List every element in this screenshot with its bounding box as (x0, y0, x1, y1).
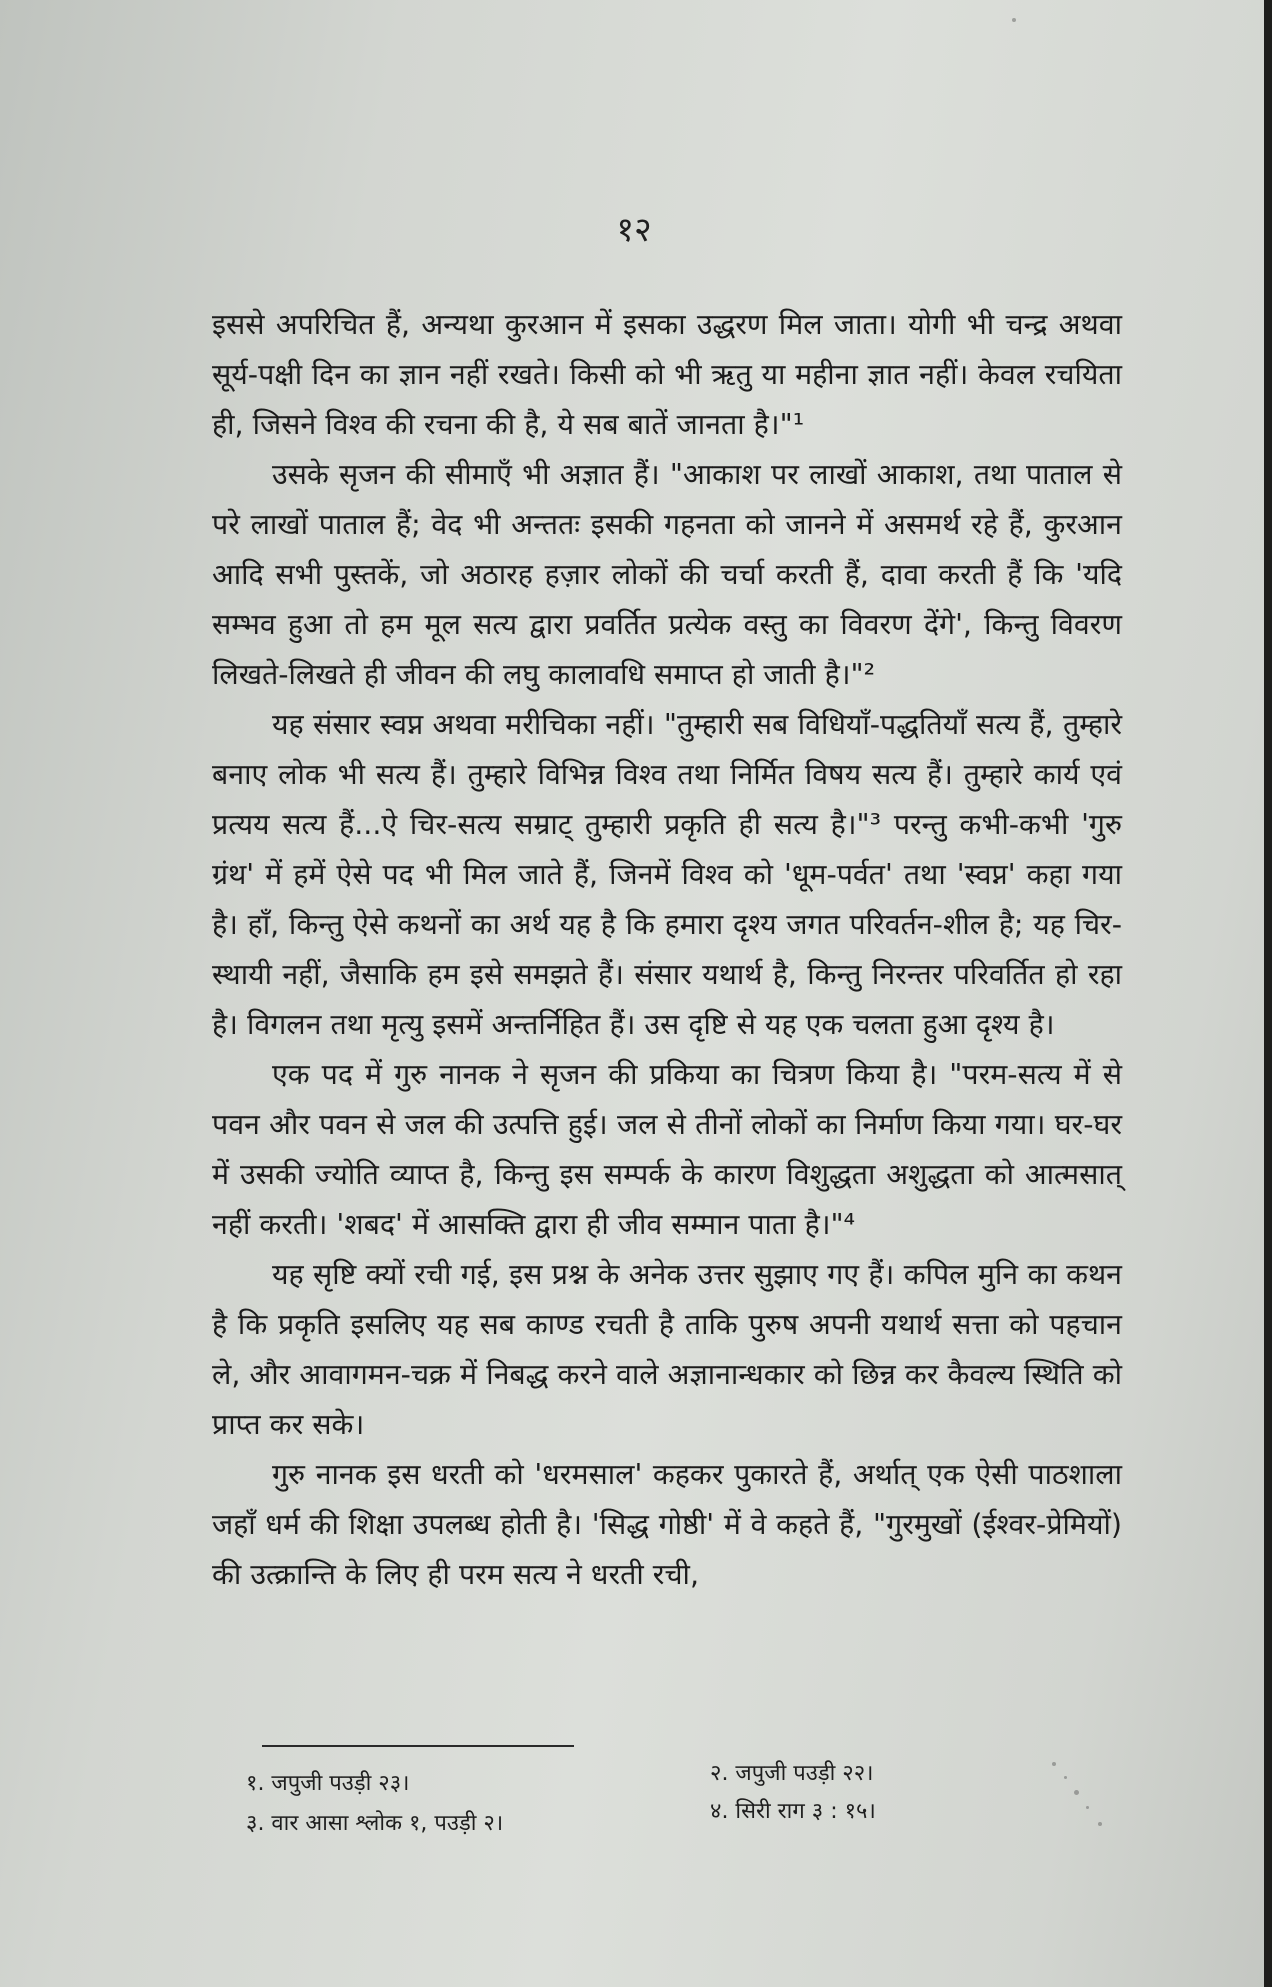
paper-speck (1098, 1822, 1102, 1826)
footnote-2: २. जपुजी पउड़ी २२। (710, 1761, 874, 1786)
paragraph-3: यह संसार स्वप्न अथवा मरीचिका नहीं। "तुम्हारी सब विधियाँ-पद्धतियाँ सत्य हैं, तुम्हारे बनाए लोक भी सत्य हैं। तुम्हारे विभिन्न विश्व तथा निर्मित विषय सत्य हैं। तुम्हारे कार्य एवं प्रत्यय सत्य हैं...ऐ चिर-सत्य सम्राट् तुम्हारी प्रकृति ही सत्य है।"³ परन्तु कभी-कभी 'गुरु ग्रंथ' में हमें ऐसे पद भी मिल जाते हैं, जिनमें विश्व को 'धूम-पर्वत' तथा 'स्वप्न' कहा गया है। हाँ, किन्तु ऐसे कथनों का अर्थ यह है कि हमारा दृश्य जगत परिवर्तन-शील है; यह चिर-स्थायी नहीं, जैसाकि हम इसे समझते हैं। संसार यथार्थ है, किन्तु निरन्तर परिवर्तित हो रहा है। विगलन तथा मृत्यु इसमें अन्तर्निहित हैं। उस दृष्टि से यह एक चलता हुआ दृश्य है। (212, 708, 1122, 1041)
paragraph-6: गुरु नानक इस धरती को 'धरमसाल' कहकर पुकारते हैं, अर्थात् एक ऐसी पाठशाला जहाँ धर्म की शिक्षा उपलब्ध होती है। 'सिद्ध गोष्ठी' में वे कहते हैं, "गुरमुखों (ईश्वर-प्रेमियों) की उत्क्रान्ति के लिए ही परम सत्य ने धरती रची, (212, 1458, 1122, 1591)
body-text (212, 300, 1122, 1600)
footnote-4: ४. सिरी राग ३ : १५। (710, 1799, 876, 1824)
paper-speck (1074, 1790, 1079, 1795)
paragraph-1: इससे अपरिचित हैं, अन्यथा कुरआन में इसका उद्धरण मिल जाता। योगी भी चन्द्र अथवा सूर्य-पक्षी दिन का ज्ञान नहीं रखते। किसी को भी ऋतु या महीना ज्ञात नहीं। केवल रचयिता ही, जिसने विश्व की रचना की है, ये सब बातें जानता है।"¹ (212, 308, 1122, 441)
paper-speck (1012, 18, 1016, 22)
paper-speck (1052, 1762, 1056, 1766)
page-edge-shadow (1264, 0, 1272, 1987)
paragraph-4: एक पद में गुरु नानक ने सृजन की प्रकिया का चित्रण किया है। "परम-सत्य में से पवन और पवन से जल की उत्पत्ति हुई। जल से तीनों लोकों का निर्माण किया गया। घर-घर में उसकी ज्योति व्याप्त है, किन्तु इस सम्पर्क के कारण विशुद्धता अशुद्धता को आत्मसात् नहीं करती। 'शबद' में आसक्ति द्वारा ही जीव सम्मान पाता है।"⁴ (212, 1058, 1122, 1241)
page-number: १२ (616, 210, 652, 250)
footnote-3: ३. वार आसा श्लोक १, पउड़ी २। (246, 1811, 504, 1836)
paragraph-2: उसके सृजन की सीमाएँ भी अज्ञात हैं। "आकाश पर लाखों आकाश, तथा पाताल से परे लाखों पाताल हैं; वेद भी अन्ततः इसकी गहनता को जानने में असमर्थ रहे हैं, कुरआन आदि सभी पुस्तकें, जो अठारह हज़ार लोकों की चर्चा करती हैं, दावा करती हैं कि 'यदि सम्भव हुआ तो हम मूल सत्य द्वारा प्रवर्तित प्रत्येक वस्तु का विवरण देंगे', किन्तु विवरण लिखते-लिखते ही जीवन की लघु कालावधि समाप्त हो जाती है।"² (212, 458, 1122, 691)
footnote-divider (262, 1745, 574, 1747)
paragraph-5: यह सृष्टि क्यों रची गई, इस प्रश्न के अनेक उत्तर सुझाए गए हैं। कपिल मुनि का कथन है कि प्रकृति इसलिए यह सब काण्ड रचती है ताकि पुरुष अपनी यथार्थ सत्ता को पहचान ले, और आवागमन-चक्र में निबद्ध करने वाले अज्ञानान्धकार को छिन्न कर कैवल्य स्थिति को प्राप्त कर सके। (212, 1258, 1122, 1441)
paper-speck (1086, 1806, 1089, 1809)
paper-speck (1064, 1776, 1067, 1779)
footnote-1: १. जपुजी पउड़ी २३। (246, 1771, 410, 1796)
